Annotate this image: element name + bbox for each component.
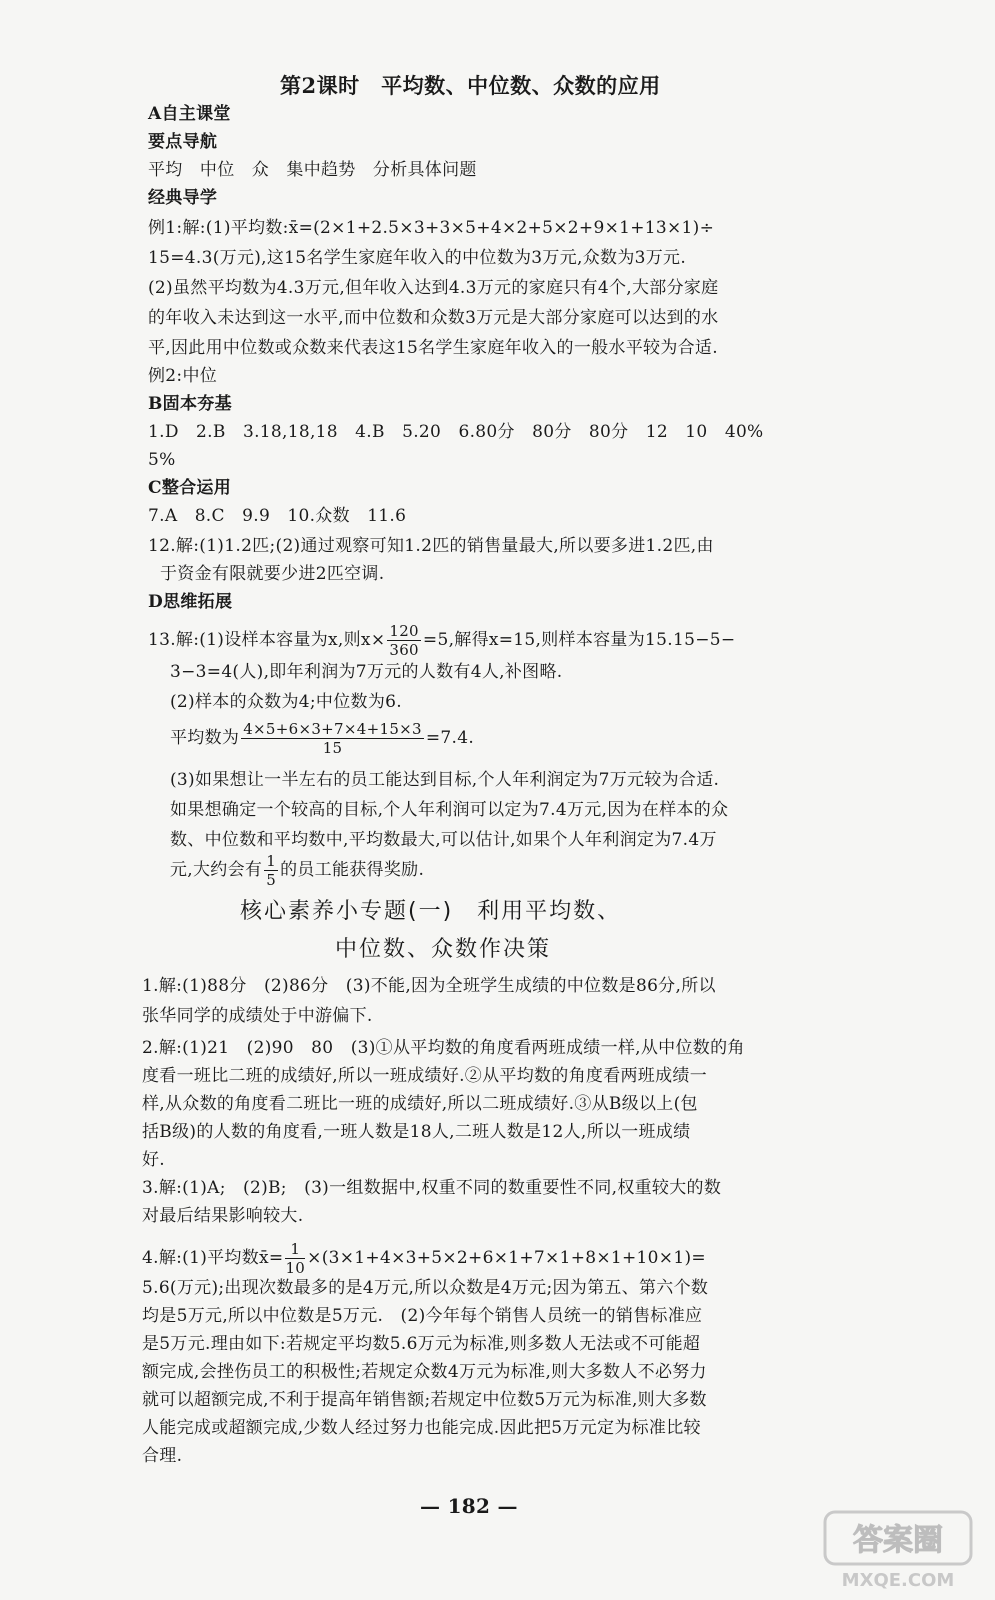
topic-q3-line: 对最后结果影响较大. <box>142 1206 304 1226</box>
question13-line: (2)样本的众数为4;中位数为6. <box>170 692 402 712</box>
question13-line: (3)如果想让一半左右的员工能达到目标,个人年利润定为7万元较为合适. <box>170 770 720 790</box>
example1-line: 例1:解:(1)平均数:x̄=(2×1+2.5×3+3×5+4×2+5×2+9×1+13×1)÷ <box>148 218 715 238</box>
q13-text: =5,解得x=15,则样本容量为15.15−5− <box>422 630 736 650</box>
fraction-denominator: 360 <box>389 641 419 659</box>
watermark-top-text: 答案圈 <box>853 1523 943 1558</box>
fraction-numerator: 1 <box>285 1240 305 1259</box>
fraction-denominator: 10 <box>285 1259 306 1277</box>
question12-line: 12.解:(1)1.2匹;(2)通过观察可知1.2匹的销售量最大,所以要多进1.2匹,由 <box>148 536 714 556</box>
section-b-answers: 1.D 2.B 3.18,18,18 4.B 5.20 6.80分 80分 80分 12 10 40% <box>148 422 764 442</box>
topic-q1-line: 1.解:(1)88分 (2)86分 (3)不能,因为全班学生成绩的中位数是86分,所以 <box>142 976 716 996</box>
q13-text: =7.4. <box>425 728 475 748</box>
q13-average-fraction <box>241 720 424 757</box>
section-d-heading: D思维拓展 <box>148 592 233 612</box>
q13-text: 的员工能获得奖励. <box>280 860 425 880</box>
q4-text: 4.解:(1)平均数x̄= <box>142 1248 284 1268</box>
section-b-heading: B固本夯基 <box>148 394 232 414</box>
page-number: — 182 — <box>420 1494 518 1518</box>
q13-text: 平均数为 <box>170 728 240 748</box>
topic-q4-line <box>142 1240 706 1277</box>
fraction-denominator: 5 <box>266 871 277 889</box>
section-c-heading: C整合运用 <box>148 478 232 498</box>
q4-text: ×(3×1+4×3+5×2+6×1+7×1+8×1+10×1)= <box>307 1248 706 1268</box>
topic-title-line2: 中位数、众数作决策 <box>335 937 552 962</box>
topic-q2-line: 度看一班比二班的成绩好,所以一班成绩好.②从平均数的角度看两班成绩一 <box>142 1066 708 1086</box>
q13-text: 13.解:(1)设样本容量为x,则x× <box>148 630 386 650</box>
question12-line: 于资金有限就要少进2匹空调. <box>160 564 385 584</box>
topic-q4-line: 均是5万元,所以中位数是5万元. (2)今年每个销售人员统一的销售标准应 <box>142 1306 703 1326</box>
section-b-answers: 5% <box>148 450 176 470</box>
topic-q4-line: 就可以超额完成,不利于提高年销售额;若规定中位数5万元为标准,则大多数 <box>142 1390 707 1410</box>
question13-line: 如果想确定一个较高的目标,个人年利润可以定为7.4万元,因为在样本的众 <box>170 800 729 820</box>
q13-small-fraction <box>264 852 278 889</box>
topic-q1-line: 张华同学的成绩处于中游偏下. <box>142 1006 373 1026</box>
question13-line <box>148 622 735 659</box>
lesson-title: 第2课时 平均数、中位数、众数的应用 <box>280 73 661 98</box>
topic-q4-line: 合理. <box>142 1446 183 1466</box>
q13-fraction <box>387 622 421 659</box>
example1-line: (2)虽然平均数为4.3万元,但年收入达到4.3万元的家庭只有4个,大部分家庭 <box>148 278 719 298</box>
question13-line: 数、中位数和平均数中,平均数最大,可以估计,如果个人年利润定为7.4万 <box>170 830 717 850</box>
fraction-numerator: 120 <box>389 622 419 640</box>
topic-q2-line: 括B级)的人数的角度看,一班人数是18人,二班人数是12人,所以一班成绩 <box>142 1122 691 1142</box>
classic-guide-heading: 经典导学 <box>148 188 218 208</box>
fraction-numerator: 4×5+6×3+7×4+15×3 <box>243 720 422 738</box>
watermark-logo <box>823 1510 973 1592</box>
question13-average-line <box>170 720 474 757</box>
topic-title-line1: 核心素养小专题(一) 利用平均数、 <box>240 899 622 924</box>
watermark-bottom-text: MXQE.COM <box>841 1570 955 1591</box>
fraction-denominator: 15 <box>322 739 343 757</box>
topic-q2-line: 样,从众数的角度看二班比一班的成绩好,所以二班成绩好.③从B级以上(包 <box>142 1094 698 1114</box>
section-c-answers: 7.A 8.C 9.9 10.众数 11.6 <box>148 506 407 526</box>
key-points-text: 平均 中位 众 集中趋势 分析具体问题 <box>148 160 477 180</box>
q4-fraction <box>285 1240 305 1277</box>
fraction-numerator: 1 <box>266 852 277 870</box>
example1-line: 15=4.3(万元),这15名学生家庭年收入的中位数为3万元,众数为3万元. <box>148 248 687 268</box>
example1-line: 平,因此用中位数或众数来代表这15名学生家庭年收入的一般水平较为合适. <box>148 338 718 358</box>
topic-q4-line: 人能完成或超额完成,少数人经过努力也能完成.因此把5万元定为标准比较 <box>142 1418 701 1438</box>
topic-q2-line: 2.解:(1)21 (2)90 80 (3)①从平均数的角度看两班成绩一样,从中位数的角 <box>142 1038 745 1058</box>
question13-line <box>170 852 424 889</box>
section-a-heading: A自主课堂 <box>148 104 231 124</box>
key-points-heading: 要点导航 <box>148 132 218 152</box>
example2-line: 例2:中位 <box>148 366 218 386</box>
example1-line: 的年收入未达到这一水平,而中位数和众数3万元是大部分家庭可以达到的水 <box>148 308 719 328</box>
topic-q4-line: 是5万元.理由如下:若规定平均数5.6万元为标准,则多数人无法或不可能超 <box>142 1334 701 1354</box>
q13-text: 元,大约会有 <box>170 860 263 880</box>
topic-q3-line: 3.解:(1)A; (2)B; (3)一组数据中,权重不同的数重要性不同,权重较大的数 <box>142 1178 722 1198</box>
topic-q2-line: 好. <box>142 1150 166 1170</box>
topic-q4-line: 5.6(万元);出现次数最多的是4万元,所以众数是4万元;因为第五、第六个数 <box>142 1278 709 1298</box>
topic-q4-line: 额完成,会挫伤员工的积极性;若规定众数4万元为标准,则大多数人不必努力 <box>142 1362 707 1382</box>
question13-line: 3−3=4(人),即年利润为7万元的人数有4人,补图略. <box>170 662 563 682</box>
